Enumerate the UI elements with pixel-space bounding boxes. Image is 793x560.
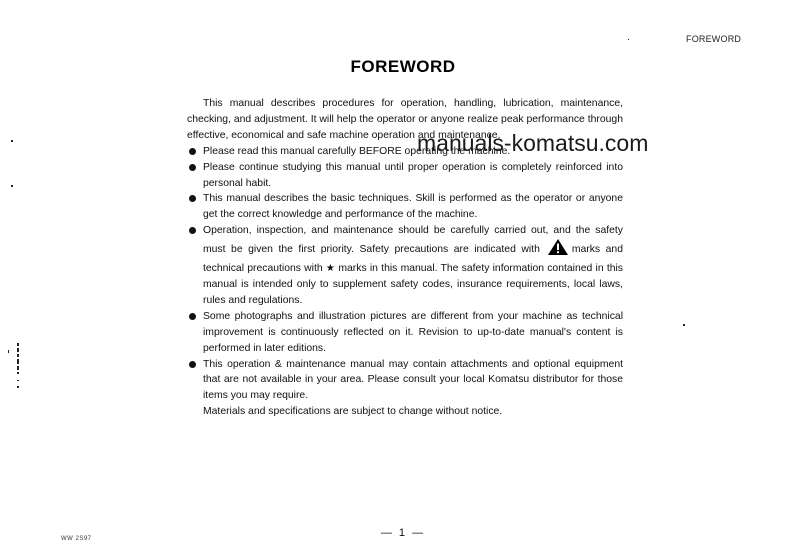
bullet-text: This operation & maintenance manual may contain attachments and optional equipment that are not available in your area. Please consult your local Komatsu distributor for those items you may require. (203, 358, 623, 402)
intro-paragraph: This manual describes procedures for operation, handling, lubrication, maintenance, checking, and adjustment. It will help the operator or anyone realize peak performance through effective, economical and safe machine operation and maintenance. (187, 98, 623, 141)
bullet-icon (189, 227, 196, 234)
warning-triangle-icon (548, 239, 568, 261)
bullet-item (187, 160, 623, 192)
bullet-text: Operation, inspection, and maintenance should be carefully carried out, and the safety must be given the first priority. Safety precautions are indicated with (203, 225, 623, 256)
bullet-item (187, 357, 623, 405)
bullet-icon (189, 148, 196, 155)
bullet-text: Please continue studying this manual until proper operation is completely reinforced into personal habit. (203, 161, 623, 189)
margin-marks (14, 343, 22, 390)
scan-speck (11, 140, 13, 142)
bullet-item-safety (187, 223, 623, 309)
star-icon: ★ (325, 263, 336, 275)
bullet-icon (189, 164, 196, 171)
scan-speck (683, 324, 685, 326)
bullet-text: marks in this manual. The safety information contained in this manual is intended only to supplement safety codes, insurance requirements, local laws, rules and regulations. (203, 263, 623, 306)
bullet-icon (189, 361, 196, 368)
scan-speck (11, 185, 13, 187)
bullet-text: marks and technical precautions with (203, 244, 623, 275)
bullet-icon (189, 195, 196, 202)
scan-speck (628, 39, 629, 40)
page-number: — 1 — (380, 527, 426, 539)
scan-speck (8, 350, 9, 353)
bullet-text: Please read this manual carefully BEFORE operating the machine. (203, 145, 511, 157)
page-title: FOREWORD (350, 57, 456, 76)
bullet-item (187, 191, 623, 223)
closing-note: Materials and specifications are subject to change without notice. (203, 406, 503, 418)
bullet-item (187, 309, 623, 357)
running-head: FOREWORD (686, 34, 742, 44)
footer-code: WW 2S97 (61, 536, 92, 542)
bullet-icon (189, 313, 196, 320)
bullet-text: This manual describes the basic techniques. Skill is performed as the operator or anyone get the correct knowledge and performance of the machine. (203, 193, 623, 221)
bullet-text: Some photographs and illustration pictures are different from your machine as technical improvement is continuously reflected on it. Revision to up-to-date manual's content is performed in later editions. (203, 310, 623, 354)
watermark: manuals-komatsu.com (417, 130, 649, 156)
